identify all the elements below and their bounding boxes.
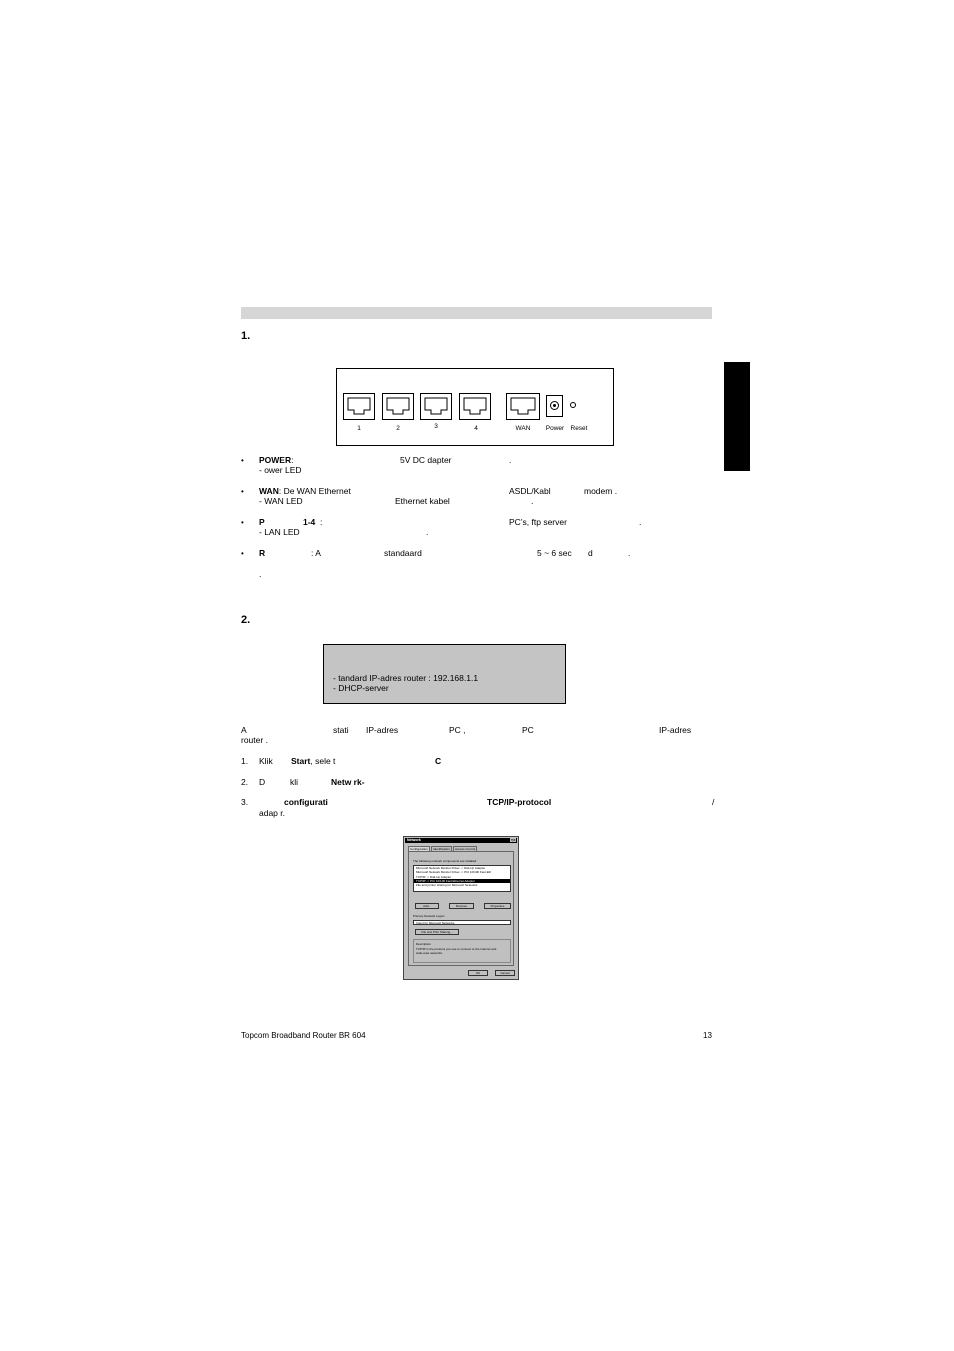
bullet-wan-frag-a: ASDL/Kabl bbox=[509, 486, 551, 496]
tab-identification[interactable]: Identification bbox=[433, 847, 450, 851]
remove-button[interactable]: Remove bbox=[449, 903, 474, 909]
router-back-panel bbox=[336, 368, 614, 446]
rj45-port-icon bbox=[462, 396, 488, 417]
step-3-num: 3. bbox=[241, 797, 249, 807]
section-1-number: 1. bbox=[241, 330, 251, 342]
bullet-ports-term: P bbox=[259, 517, 265, 527]
primary-logon-select[interactable]: Client for Microsoft Networks bbox=[413, 920, 511, 925]
network-dialog-screenshot bbox=[403, 836, 519, 980]
para-frag-b: stati bbox=[333, 725, 349, 735]
rj45-port-icon bbox=[385, 396, 411, 417]
list-item[interactable]: Microsoft Network Monitor Driver -> PCI 10/100 Fast Eth bbox=[416, 870, 492, 875]
list-item[interactable]: TCP/IP -> Dial-Up Adapter bbox=[416, 874, 452, 879]
file-print-sharing-button[interactable]: File and Print Sharing... bbox=[415, 929, 459, 935]
components-intro: The following network components are installed: bbox=[413, 859, 478, 863]
primary-logon-label: Primary Network Logon: bbox=[413, 914, 446, 918]
panel-label-1: 1 bbox=[357, 425, 361, 432]
bullet-reset-sub: . bbox=[259, 569, 262, 579]
router-defaults-box bbox=[323, 644, 566, 704]
description-text: TCP/IP is the protocol you use to connect to the Internet and bbox=[416, 947, 497, 951]
rj45-port-icon bbox=[509, 396, 537, 417]
ok-button[interactable]: OK bbox=[468, 970, 488, 976]
bullet-wan: WAN: De WAN Ethernet bbox=[259, 486, 351, 496]
bullet-wan-sub: - WAN LED bbox=[259, 496, 303, 506]
section-header-bar bbox=[241, 307, 712, 319]
wan-port bbox=[506, 393, 540, 420]
bullet-ports-frag-a: PC’s, ftp server bbox=[509, 517, 567, 527]
step-2-num: 2. bbox=[241, 777, 249, 787]
bullet-ports-sub-b: . bbox=[426, 527, 429, 537]
bullet-power-sub: - ower LED bbox=[259, 465, 302, 475]
para-frag-a: A bbox=[241, 725, 247, 735]
close-icon[interactable]: ?|X bbox=[510, 838, 516, 842]
description-group bbox=[413, 939, 511, 963]
bullet-dot: • bbox=[241, 456, 244, 465]
page-number: 13 bbox=[703, 1031, 712, 1040]
tab-access-control[interactable]: Access Control bbox=[455, 847, 476, 851]
step-1-b: Start, sele t bbox=[291, 756, 336, 766]
bullet-dot: • bbox=[241, 518, 244, 527]
bullet-dot: • bbox=[241, 487, 244, 496]
dialog-title-bar: Network ?|X bbox=[407, 838, 516, 842]
bullet-ports-frag-b: . bbox=[639, 517, 642, 527]
bullet-power-frag-a: 5V DC dapter bbox=[400, 455, 452, 465]
default-ip-line: - tandard IP-adres router : 192.168.1.1 bbox=[333, 673, 479, 683]
step-1-d: C bbox=[435, 756, 442, 766]
step-3-d: adap r. bbox=[259, 808, 285, 818]
para-line-2: router . bbox=[241, 735, 268, 745]
lan-port-1 bbox=[343, 393, 375, 420]
step-2-b: kli bbox=[290, 777, 299, 787]
tab-configuration[interactable]: Configuration bbox=[410, 847, 428, 851]
section-2-number: 2. bbox=[241, 614, 251, 626]
step-3-b: TCP/IP-protocol bbox=[487, 797, 552, 807]
bullet-reset-frag-c: d bbox=[588, 548, 593, 558]
bullet-wan-sub-b: Ethernet kabel bbox=[395, 496, 450, 506]
reset-button-icon bbox=[570, 402, 576, 408]
language-side-tab bbox=[724, 362, 750, 471]
components-list[interactable] bbox=[413, 865, 511, 892]
bullet-reset-frag-b: 5 ~ 6 sec bbox=[537, 548, 572, 558]
lan-port-3 bbox=[420, 393, 452, 420]
lan-port-2 bbox=[382, 393, 414, 420]
dhcp-server-line: - DHCP-server bbox=[333, 683, 389, 693]
para-frag-d: PC , bbox=[449, 725, 466, 735]
panel-label-2: 2 bbox=[396, 425, 400, 432]
step-1-a: Klik bbox=[259, 756, 273, 766]
bullet-reset-term: R bbox=[259, 548, 266, 558]
lan-port-4 bbox=[459, 393, 491, 420]
panel-label-4: 4 bbox=[474, 425, 478, 432]
list-item-selected[interactable]: TCP/IP -> PCI 10/100 Fast Ethernet Adapter bbox=[414, 879, 510, 883]
bullet-ports-sub: - LAN LED bbox=[259, 527, 300, 537]
bullet-power-frag-b: . bbox=[509, 455, 512, 465]
bullet-reset-rest: : A bbox=[311, 548, 321, 558]
step-2-a: D bbox=[259, 777, 266, 787]
panel-label-reset: Reset bbox=[570, 425, 588, 432]
panel-label-3: 3 bbox=[434, 423, 438, 430]
properties-button[interactable]: Properties bbox=[484, 903, 511, 909]
panel-label-power: Power bbox=[545, 425, 565, 432]
bullet-wan-frag-b: modem . bbox=[584, 486, 618, 496]
footer-product-name: Topcom Broadband Router BR 604 bbox=[241, 1031, 366, 1040]
para-frag-c: IP-adres bbox=[366, 725, 399, 735]
bullet-reset-frag-a: standaard bbox=[384, 548, 422, 558]
step-1-num: 1. bbox=[241, 756, 249, 766]
rj45-port-icon bbox=[423, 396, 449, 417]
step-3-c: / bbox=[712, 797, 715, 807]
power-jack-icon bbox=[546, 395, 563, 417]
step-3-a: configurati bbox=[284, 797, 328, 807]
para-frag-f: IP-adres bbox=[659, 725, 692, 735]
bullet-dot: • bbox=[241, 549, 244, 558]
description-text-2: wide-area networks. bbox=[416, 951, 443, 955]
configuration-panel bbox=[408, 851, 514, 966]
step-2-c: Netw rk- bbox=[331, 777, 365, 787]
panel-label-wan: WAN bbox=[515, 425, 531, 432]
bullet-wan-sub-c: . bbox=[531, 496, 534, 506]
bullet-reset-frag-d: . bbox=[628, 548, 631, 558]
add-button[interactable]: Add... bbox=[415, 903, 439, 909]
bullet-ports-term2: 1-4 : bbox=[303, 517, 323, 527]
list-item[interactable]: File and printer sharing for Microsoft Networks bbox=[416, 883, 478, 888]
cancel-button[interactable]: Cancel bbox=[495, 970, 515, 976]
list-item[interactable]: Microsoft Network Monitor Driver -> Dial-Up Adapter bbox=[416, 866, 486, 870]
rj45-port-icon bbox=[346, 396, 372, 417]
bullet-power: POWER: bbox=[259, 455, 294, 465]
para-frag-e: PC bbox=[522, 725, 534, 735]
description-label: Description bbox=[416, 942, 432, 946]
